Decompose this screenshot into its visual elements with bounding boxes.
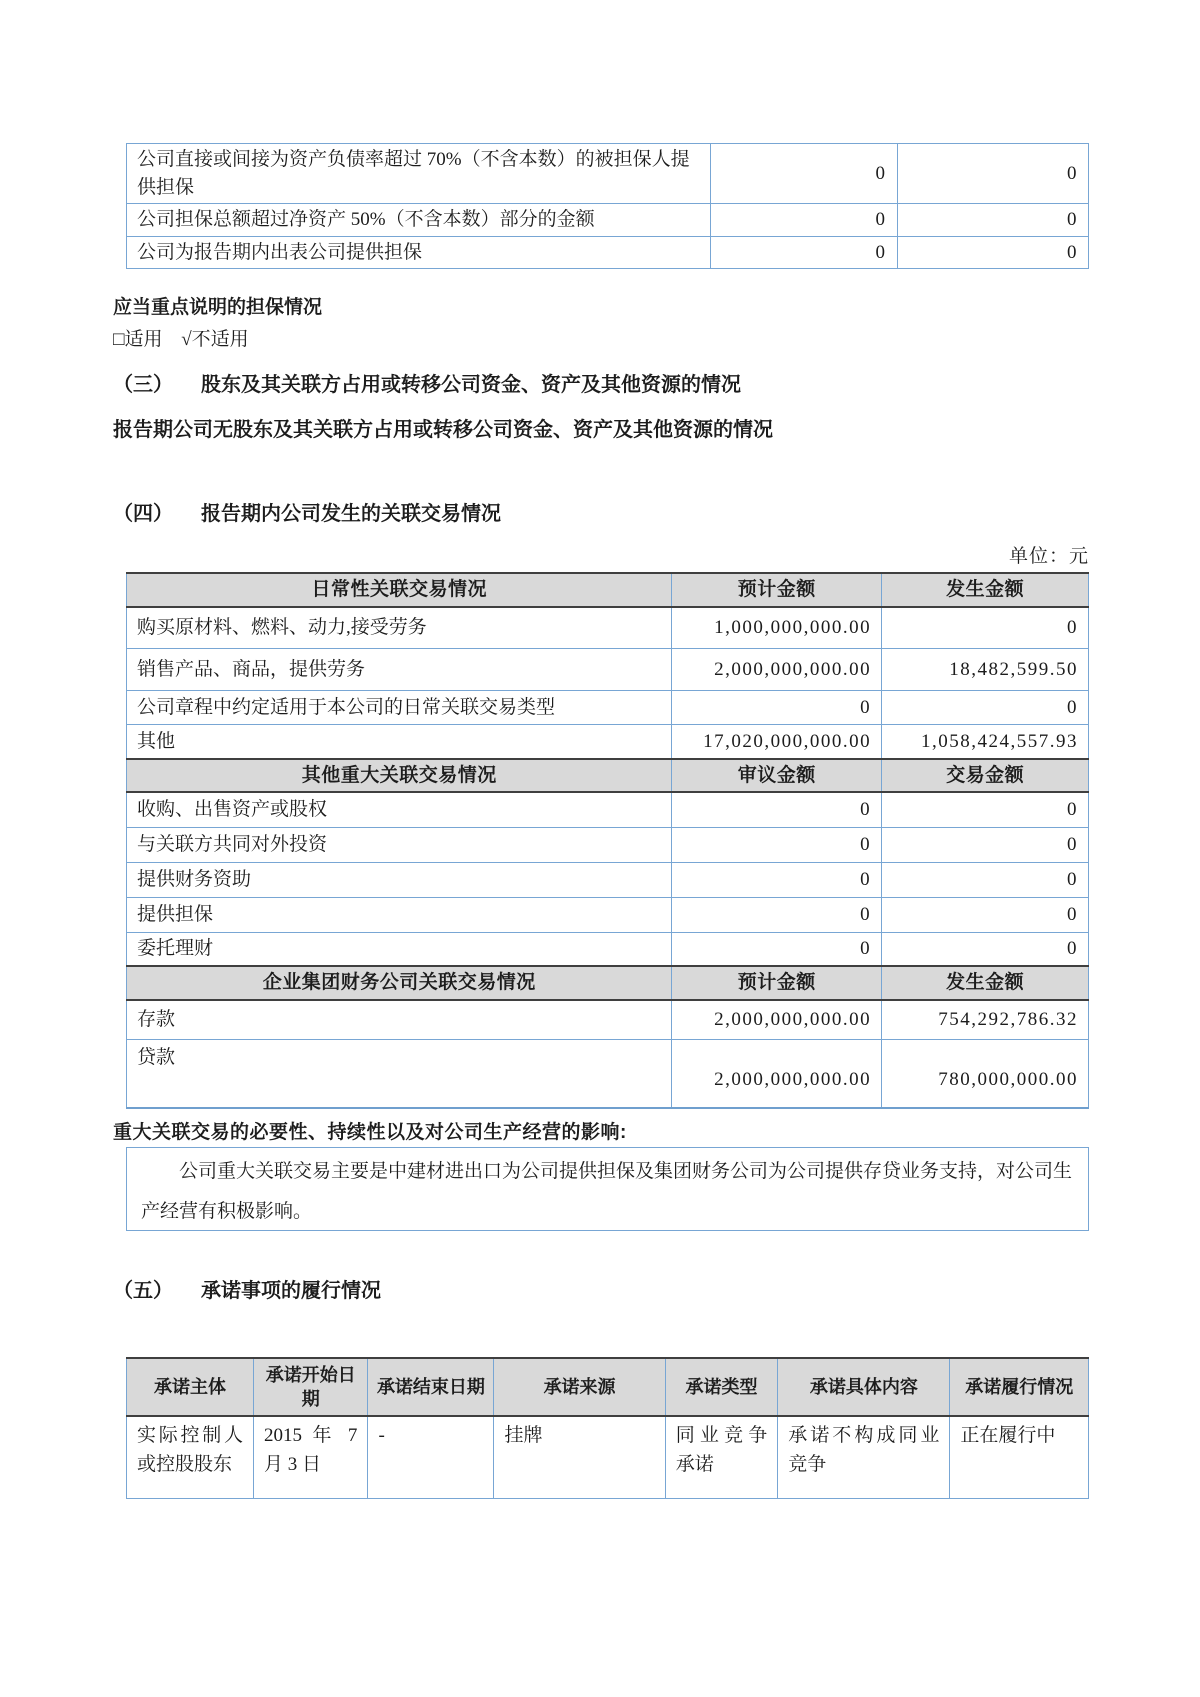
row-label-cell: 公司为报告期内出表公司提供担保 — [127, 236, 711, 269]
column-header: 承诺类型 — [665, 1358, 778, 1416]
row-label-cell: 委托理财 — [127, 932, 672, 966]
table-section-header — [127, 759, 1089, 793]
section-title: 报告期内公司发生的关联交易情况 — [201, 503, 501, 525]
section-header-cell: 交易金额 — [882, 759, 1089, 793]
section-number: （四） — [113, 503, 173, 525]
amount-cell: 0 — [897, 236, 1088, 269]
row-label-cell: 贷款 — [127, 1040, 672, 1108]
budget-cell: 2,000,000,000.00 — [672, 649, 882, 691]
actual-cell: 0 — [882, 932, 1089, 966]
column-header: 承诺履行情况 — [950, 1358, 1089, 1416]
commitment-table — [126, 1357, 1089, 1499]
row-label-cell: 存款 — [127, 1000, 672, 1040]
budget-cell: 0 — [672, 897, 882, 932]
amount-cell: 0 — [710, 204, 897, 237]
column-header: 承诺主体 — [127, 1358, 254, 1416]
row-label-cell: 收购、出售资产或股权 — [127, 792, 672, 827]
section-number: （五） — [113, 1280, 173, 1302]
actual-cell: 754,292,786.32 — [882, 1000, 1089, 1040]
table-row — [127, 144, 1089, 204]
row-label-cell: 提供财务资助 — [127, 862, 672, 897]
row-label-cell: 其他 — [127, 725, 672, 759]
section-header-cell: 企业集团财务公司关联交易情况 — [127, 966, 672, 1000]
section-number: （三） — [113, 374, 173, 396]
commitment-start-date-cell: 2015 年 7 月 3 日 — [253, 1416, 367, 1498]
commitment-end-date-cell: - — [368, 1416, 494, 1498]
budget-cell: 0 — [672, 792, 882, 827]
table-row — [127, 1040, 1089, 1108]
budget-cell: 0 — [672, 691, 882, 725]
table-row — [127, 932, 1089, 966]
budget-cell: 17,020,000,000.00 — [672, 725, 882, 759]
row-label-cell: 与关联方共同对外投资 — [127, 827, 672, 862]
not-applicable-check-label: √不适用 — [181, 329, 249, 350]
actual-cell: 0 — [882, 792, 1089, 827]
table-section-header — [127, 573, 1089, 607]
guarantee-table-wrap — [126, 143, 1089, 269]
table-row — [127, 691, 1089, 725]
row-label-cell: 公司担保总额超过净资产 50%（不含本数）部分的金额 — [127, 204, 711, 237]
commitment-source-cell: 挂牌 — [494, 1416, 665, 1498]
amount-cell: 0 — [897, 144, 1088, 204]
column-header: 承诺结束日期 — [368, 1358, 494, 1416]
section-title: 承诺事项的履行情况 — [201, 1280, 381, 1302]
related-transactions-table-wrap — [126, 572, 1089, 1109]
table-row — [127, 1416, 1089, 1498]
table-row — [127, 649, 1089, 691]
impact-note-body: 公司重大关联交易主要是中建材进出口为公司提供担保及集团财务公司为公司提供存贷业务支持，对公司生产经营有积极影响。 — [141, 1161, 1073, 1222]
section-heading-4 — [113, 497, 501, 526]
amount-cell: 0 — [710, 144, 897, 204]
section-header-cell: 发生金额 — [882, 573, 1089, 607]
actual-cell: 0 — [882, 607, 1089, 649]
section-header-cell: 其他重大关联交易情况 — [127, 759, 672, 793]
related-transactions-table — [126, 572, 1089, 1109]
budget-cell: 0 — [672, 932, 882, 966]
budget-cell: 2,000,000,000.00 — [672, 1000, 882, 1040]
column-header: 承诺开始日期 — [253, 1358, 367, 1416]
actual-cell: 0 — [882, 691, 1089, 725]
commitment-content-cell: 承诺不构成同业竞争 — [778, 1416, 950, 1498]
row-label-cell: 提供担保 — [127, 897, 672, 932]
section-header-cell: 预计金额 — [672, 573, 882, 607]
actual-cell: 18,482,599.50 — [882, 649, 1089, 691]
row-label-cell: 销售产品、商品，提供劳务 — [127, 649, 672, 691]
table-row — [127, 897, 1089, 932]
section-heading-5 — [113, 1274, 381, 1303]
commitment-status-cell: 正在履行中 — [950, 1416, 1089, 1498]
applicable-checkbox-label: □适用 — [113, 329, 163, 350]
budget-cell: 1,000,000,000.00 — [672, 607, 882, 649]
budget-cell: 0 — [672, 862, 882, 897]
table-row — [127, 827, 1089, 862]
row-label-cell: 公司章程中约定适用于本公司的日常关联交易类型 — [127, 691, 672, 725]
section-heading-3 — [113, 368, 741, 397]
row-label-cell: 购买原材料、燃料、动力,接受劳务 — [127, 607, 672, 649]
unit-label: 单位：元 — [1008, 546, 1089, 567]
actual-cell: 0 — [882, 897, 1089, 932]
impact-note-box — [126, 1147, 1089, 1231]
table-row — [127, 236, 1089, 269]
table-row — [127, 792, 1089, 827]
actual-cell: 0 — [882, 827, 1089, 862]
actual-cell: 0 — [882, 862, 1089, 897]
actual-cell: 1,058,424,557.93 — [882, 725, 1089, 759]
applicability-line — [113, 324, 249, 351]
table-row — [127, 1000, 1089, 1040]
table-row — [127, 862, 1089, 897]
table-row — [127, 725, 1089, 759]
column-header: 承诺来源 — [494, 1358, 665, 1416]
commitment-subject-cell: 实际控制人或控股股东 — [127, 1416, 254, 1498]
row-label-cell: 公司直接或间接为资产负债率超过 70%（不含本数）的被担保人提供担保 — [127, 144, 711, 204]
table-row — [127, 204, 1089, 237]
section-header-cell: 预计金额 — [672, 966, 882, 1000]
section-3-body: 报告期公司无股东及其关联方占用或转移公司资金、资产及其他资源的情况 — [113, 419, 773, 441]
guarantee-note-title: 应当重点说明的担保情况 — [113, 297, 323, 318]
section-header-cell: 审议金额 — [672, 759, 882, 793]
table-row — [127, 607, 1089, 649]
table-section-header — [127, 966, 1089, 1000]
commitment-type-cell: 同业竞争承诺 — [665, 1416, 778, 1498]
actual-cell: 780,000,000.00 — [882, 1040, 1089, 1108]
section-header-cell: 日常性关联交易情况 — [127, 573, 672, 607]
guarantee-table — [126, 143, 1089, 269]
table-header-row — [127, 1358, 1089, 1416]
budget-cell: 0 — [672, 827, 882, 862]
column-header: 承诺具体内容 — [778, 1358, 950, 1416]
budget-cell: 2,000,000,000.00 — [672, 1040, 882, 1108]
impact-note-title: 重大关联交易的必要性、持续性以及对公司生产经营的影响: — [113, 1122, 627, 1143]
section-header-cell: 发生金额 — [882, 966, 1089, 1000]
section-title: 股东及其关联方占用或转移公司资金、资产及其他资源的情况 — [201, 374, 741, 396]
amount-cell: 0 — [710, 236, 897, 269]
commitment-table-wrap — [126, 1357, 1089, 1499]
amount-cell: 0 — [897, 204, 1088, 237]
